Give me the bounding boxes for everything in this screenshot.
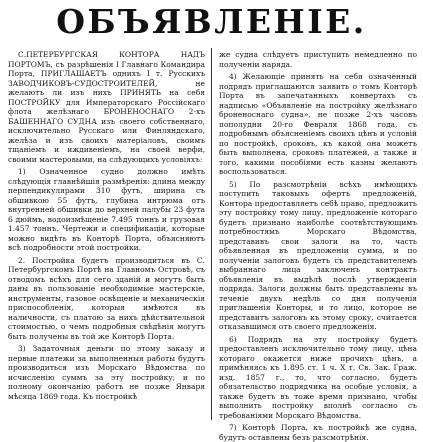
clause-3-paragraph: 3) Задаточныя деньги по этому заказу и первые платежи за выполненныя работы будутъ производиться изъ Морскаго Вѣдомства по исчисленію суммъ за эту постройку; и по полному окончанію работъ не позже Января мѣсяца 1869 года. Къ постройкѣ (8, 344, 205, 401)
clause-6-paragraph: 6) Подрядъ на эту постройку будетъ предоставленъ исключительно тому лицу, цѣна котораго окажется ниже прочихъ цѣнъ, а примѣняясь къ 1.895 ст. 1 ч. X т. Св. Зак. Граж. изд. 1857 г., то, что согласно, будетъ обязательство подрядчика на особые условія, а также будетъ въ тоже время признано, чтобы выполнить постройку вполнѣ согласно съ требованіями Морскаго Вѣдомства. (219, 334, 417, 420)
clause-2-paragraph: 2. Постройка будетъ производиться въ С. Петербургскомъ Портѣ на Главномъ Островѣ, съ отводомъ всѣхъ для сего зданій и могутъ быть даны въ пользованіе необходимые мастерскіе, инструменты, газовое освѣщеніе и механическія приспособленія, которыя имѣются въ наличности, съ платою за нихъ дѣйствительной стоимостью, о чемъ подробныя свѣдѣнія могутъ быть получены въ той же Конторѣ Порта. (8, 255, 205, 341)
clause-4-paragraph: 4) Желающіе принять на себя означенный подрядъ приглашаются заявить о томъ Конторѣ Порта въ запечатанныхъ конвертахъ съ надписью «Объявленіе на постройку желѣзнаго броненоснаго судна», не позже 2-хъ часовъ пополудни 20-го Февраля 1868 года, съ подробнымъ объясненіемъ своихъ цѣнъ и условій по постройкѣ, сроковъ, къ какой она можетъ быть выполнена, сроковъ платежей, а также и того, какими пособіями есть казны желаютъ воспользоваться. (219, 72, 417, 176)
clause-3-continuation: же судна слѣдуетъ приступить немедленно по полученіи наряда. (219, 50, 417, 69)
clause-7-paragraph: 7) Конторѣ Порта, къ постройкѣ же судна, будутъ оставлены безъ разсмотрѣнія. (219, 423, 417, 442)
clause-1-paragraph: 1) Означенное судно должно имѣть слѣдующія главнѣйшія размѣренія: длина между перпендикулярами 310 футъ, ширина съ обшивкою 55 футъ, глубина интрюма отъ внутренней обшивки до верхней палубы 23 фута 6 дюймъ, водоизмѣщеніе 7.495 тоннъ и грузовая 1.457 тоннъ. Чертежи и спецификаціи, которые можно видѣть въ Конторѣ Порта, объясняютъ всѣ подробности этой постройки. (8, 167, 205, 252)
intro-paragraph: С.ПЕТЕРБУРГСКАЯ КОНТОРА НАДЪ ПОРТОМЪ, съ разрѣшенія I Главнаго Командира Порта, ПРИГЛАШАЕТЪ однихъ I т. Русскихъ ЗАВОДЧИКОВЪ-СУДОСТРОИТЕЛЕЙ, не желаютъ ли изъ нихъ ПРИНЯТЬ на себя ПОСТРОЙКУ для Императорскаго Россійскаго флота желѣзнаго БРОНЕНОСНАГО 2-хъ БАШЕННАГО СУДНА изъ своего собственнаго, исключительно Русскаго или Финляндскаго, желѣза и изъ своихъ матеріаловъ, своимъ тщаніемъ и иждивеніемъ, на своей верфи, своими мастеровыми, на слѣдующихъ условіяхъ: (8, 50, 205, 164)
left-column (8, 50, 205, 420)
column-divider (211, 48, 212, 420)
right-column (219, 50, 417, 442)
announcement-title: ОБЪЯВЛЕНІЕ. (56, 2, 367, 41)
clause-5-paragraph: 5) По разсмотрѣніи всѣхъ имѣющихъ поступить таковыхъ офертъ предложеній, Контора предоставляетъ себѣ право, предложить эту постройку тому лицу, предложеніе котораго будетъ признано наиболѣе соотвѣтствующимъ потребностямъ Морскаго Вѣдомства, представивъ свои залоги на то, часть объявленная въ предложеніи сумма, и по полученіи залоговъ будетъ съ представителемъ выбраннаго лица заключенъ контрактъ объявленія въ выдѣлѣ послѣ утвержденія подряда. Залоги должны быть представлены въ теченіе двухъ недѣль со дня полученія приглашенія Конторы, и то лицо, которое не представитъ залоговъ къ этому сроку, считается отказавшимся отъ своего предложенія. (219, 179, 417, 331)
